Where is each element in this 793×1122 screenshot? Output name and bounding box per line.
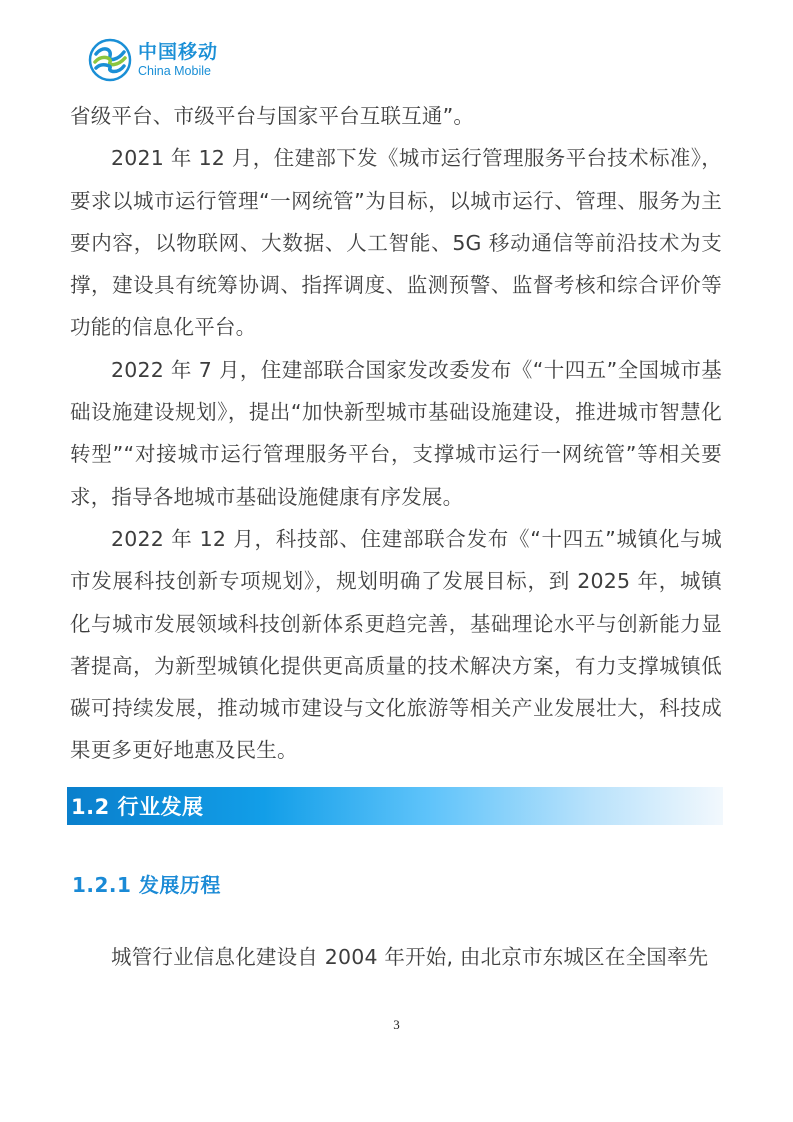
paragraph-2022-urbanization-plan: 2022 年 12 月，科技部、住建部联合发布《“十四五”城镇化与城市发展科技创新专项规划》，规划明确了发展目标，到 2025 年，城镇化与城市发展领域科技创新体系更趋完善，基础理论水平与创新能力显著提高，为新型城镇化提供更高质量的技术解决方案，有力支撑城镇低碳可持续发展，推动城市建设与文化旅游等相关产业发展壮大，科技成果更多更好地惠及民生。 [70,526,722,763]
paragraph-2022-infrastructure-plan: 2022 年 7 月，住建部联合国家发改委发布《“十四五”全国城市基础设施建设规划》，提出“加快新型城市基础设施建设，推进城市智慧化转型”“对接城市运行管理服务平台，支撑城市运行一网统管”等相关要求，指导各地城市基础设施健康有序发展。 [70,357,722,509]
paragraph-continuation: 省级平台、市级平台与国家平台互联互通”。 [70,104,475,128]
page-number: 3 [393,1017,400,1032]
logo-text [138,40,219,78]
china-mobile-logo [88,38,218,82]
section-heading: 1.2 行业发展 [71,795,204,819]
paragraph-2021-standard: 2021 年 12 月，住建部下发《城市运行管理服务平台技术标准》，要求以城市运行管理“一网统管”为目标，以城市运行、管理、服务为主要内容，以物联网、大数据、人工智能、5G 移动通信等前沿技术为支撑，建设具有统筹协调、指挥调度、监测预警、监督考核和综合评价等功能的信息化平台。 [70,146,722,340]
paragraph-history-start: 城管行业信息化建设自 2004 年开始, 由北京市东城区在全国率先 [111,945,709,969]
china-mobile-logo-icon [88,38,132,82]
body-text-continued [70,936,722,978]
subsection-heading: 1.2.1 发展历程 [72,873,221,897]
logo-english-name: China Mobile [138,63,211,78]
body-text [70,95,722,772]
section-heading-bar [67,787,723,825]
logo-chinese-name: 中国移动 [138,40,219,63]
